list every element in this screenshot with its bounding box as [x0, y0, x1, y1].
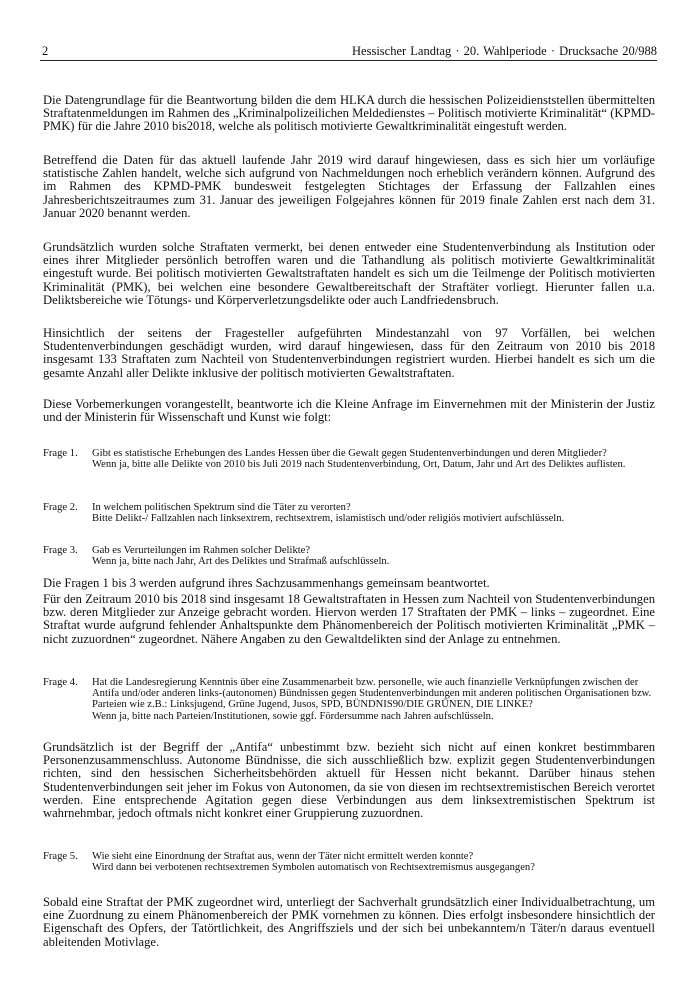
question-2: [43, 502, 655, 524]
question-3: [43, 545, 655, 567]
paragraph-case-numbers: Hinsichtlich der seitens der Fragesteller aufgeführten Mindestanzahl von 97 Vorfällen, bei welchen Studentenverbindungen geschädigt wurden, wird darauf hingewiesen, dass für den Zeitraum von 2010 bis 2018 insgesamt 133 Straftaten zum Nachteil von Studentenverbindungen registriert wurden. Hierbei handelt es sich um die gesamte Anzahl aller Delikte inklusive der politisch motivierten Gewaltstraftaten.: [43, 326, 655, 380]
answer-combined-note: Die Fragen 1 bis 3 werden aufgrund ihres Sachzusammenhangs gemeinsam beantwortet.: [43, 576, 490, 590]
paragraph-data-basis: Die Datengrundlage für die Beantwortung bilden die dem HLKA durch die hessischen Polizeidienststellen übermittelten Straftatenmeldungen im Rahmen des „Kriminalpolizeilichen Meldedienstes – Politisch motivierte Kriminalität“ (KPMD-PMK) für die Jahre 2010 bis2018, welche als politisch motivierte Gewaltkriminalität eingestuft werden.: [43, 93, 655, 134]
question-label: Frage 1.: [43, 448, 78, 459]
question-subtext: Wenn ja, bitte nach Jahr, Art des Deliktes und Strafmaß aufschlüsseln.: [92, 556, 390, 568]
answer-5: Sobald eine Straftat der PMK zugeordnet wird, unterliegt der Sachverhalt grundsätzlich einer Individualbetrachtung, um eine Zuordnung zu einem Phänomenbereich der PMK vornehmen zu können. Dies erfolgt insbesondere hinsichtlich der Eigenschaft des Opfers, der Tatörtlichkeit, des Angriffsziels und der sich bei unbekanntem/n Täter/n daraus eventuell ableitenden Motivlage.: [43, 895, 655, 949]
answer-1-3: Für den Zeitraum 2010 bis 2018 sind insgesamt 18 Gewaltstraftaten in Hessen zum Nachteil von Studentenverbindungen bzw. deren Mitglieder zur Anzeige gebracht worden. Hiervon werden 17 Straftaten der PMK – links – zugeordnet. Eine Straftat wurde aufgrund fehlender Anhaltspunkte dem Phänomenbereich der Politisch motivierten Kriminalität „PMK – nicht zuzuordnen“ zugeordnet. Nähere Angaben zu den Gewaltdelikten sind der Anlage zu entnehmen.: [43, 592, 655, 646]
page-number: 2: [42, 44, 49, 58]
paragraph-preamble: Diese Vorbemerkungen vorangestellt, beantworte ich die Kleine Anfrage im Einvernehmen mit der Ministerin der Justiz und der Ministerin für Wissenschaft und Kunst wie folgt:: [43, 397, 655, 425]
paragraph-2019-data: Betreffend die Daten für das aktuell laufende Jahr 2019 wird darauf hingewiesen, dass es sich hier um vorläufige statistische Zahlen handelt, welche sich aufgrund von Nachmeldungen noch erheblich verändern können. Aufgrund des im Rahmen des KPMD-PMK bundesweit festgelegten Stichtages der Erfassung der Fallzahlen eines Jahresberichtszeitraumes zum 31. Januar des jeweiligen Folgejahres können für 2019 finale Zahlen erst nach dem 31. Januar 2020 benannt werden.: [43, 153, 655, 220]
question-subtext: Wird dann bei verbotenen rechtsextremen Symbolen automatisch von Rechtsextremismus ausgegangen?: [92, 862, 535, 874]
question-text: Hat die Landesregierung Kenntnis über eine Zusammenarbeit bzw. personelle, wie auch finanzielle Verknüpfungen zwischen der Antifa und/oder anderen links-(autonomen) Bündnissen gegen Studentenverbindungen mit anderen politischen Organisationen bzw. Parteien wie z.B.: Linksjugend, Grüne Jugend, Jusos, SPD, BÜNDNIS90/DIE GRÜNEN, DIE LINKE?: [92, 677, 652, 711]
page-header: [40, 44, 657, 61]
question-label: Frage 4.: [43, 677, 78, 688]
question-text: Gibt es statistische Erhebungen des Landes Hessen über die Gewalt gegen Studentenverbindungen und deren Mitglieder?: [92, 448, 607, 459]
question-subtext: Bitte Delikt-/ Fallzahlen nach linksextrem, rechtsextrem, islamistisch und/oder religiös motiviert aufschlüsseln.: [92, 513, 565, 525]
question-5: [43, 851, 655, 873]
question-label: Frage 3.: [43, 545, 78, 556]
question-4: [43, 677, 655, 722]
question-1: [43, 448, 655, 470]
question-label: Frage 2.: [43, 502, 78, 513]
answer-4: Grundsätzlich ist der Begriff der „Antifa“ unbestimmt bzw. bezieht sich nicht auf einen konkret bestimmbaren Personenzusammenschluss. Autonome Bündnisse, die sich ausschließlich bzw. explizit gegen Studentenverbindungen richten, sind den hessischen Sicherheitsbehörden aktuell für Hessen nicht bekannt. Darüber hinaus stehen Studentenverbindungen seit jeher im Fokus von Autonomen, da sie von diesen im rechtsextremistischen Bereich verortet werden. Eine entsprechende Agitation gegen diese Verbindungen aus dem linksextremistischen Spektrum ist wahrnehmbar, jedoch oftmals nicht konkret einer Gruppierung zuzuordnen.: [43, 740, 655, 821]
question-text: In welchem politischen Spektrum sind die Täter zu verorten?: [92, 502, 351, 513]
question-text: Gab es Verurteilungen im Rahmen solcher Delikte?: [92, 545, 311, 556]
question-text: Wie sieht eine Einordnung der Straftat aus, wenn der Täter nicht ermittelt werden konnte?: [92, 851, 474, 862]
question-subtext: Wenn ja, bitte alle Delikte von 2010 bis Juli 2019 nach Studentenverbindung, Ort, Datum, Jahr und Art des Deliktes auflisten.: [92, 459, 626, 471]
running-title: Hessischer Landtag · 20. Wahlperiode · Drucksache 20/988: [352, 44, 657, 58]
question-subtext: Wenn ja, bitte nach Parteien/Institutionen, sowie ggf. Fördersumme nach Jahren aufschlüsseln.: [92, 710, 494, 722]
paragraph-definitions: Grundsätzlich wurden solche Straftaten vermerkt, bei denen entweder eine Studentenverbindung als Institution oder eines ihrer Mitglieder persönlich betroffen waren und die Tathandlung als politisch motivierte Gewaltkriminalität eingestuft wurde. Bei politisch motivierten Gewaltstraftaten handelt es sich um die Teilmenge der Politisch motivierten Kriminalität (PMK), bei welchen eine besondere Gewaltbereitschaft der Straftäter vorliegt. Hierunter fallen u.a. Deliktsbereiche wie Tötungs- und Körperverletzungsdelikte oder auch Landfriedensbruch.: [43, 240, 655, 307]
question-label: Frage 5.: [43, 851, 78, 862]
